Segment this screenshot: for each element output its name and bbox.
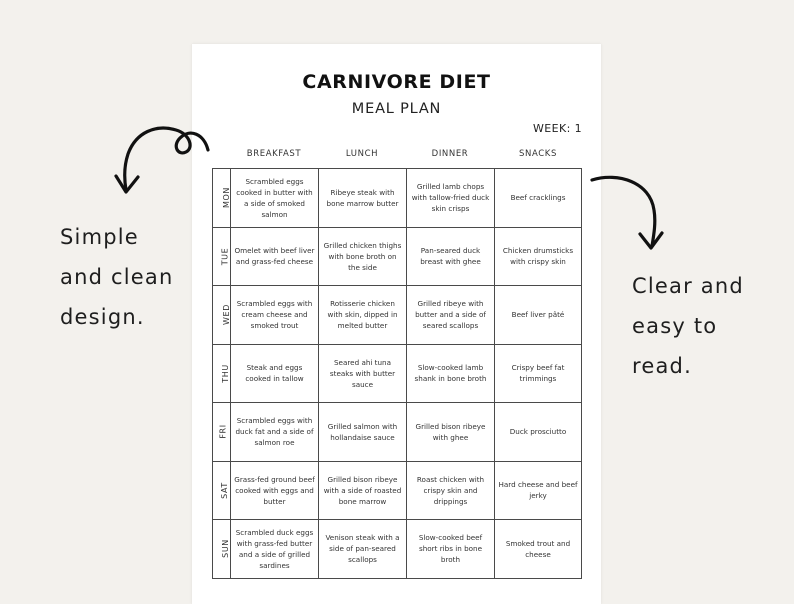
table-row-mon [213,169,582,228]
left-callout [60,217,173,337]
lunch-cell: Seared ahi tuna steaks with butter sauce [319,344,407,403]
meal-plan-sheet [192,44,601,604]
day-label: MON [221,187,231,209]
lunch-cell: Grilled salmon with hollandaise sauce [319,403,407,462]
snacks-cell: Crispy beef fat trimmings [495,344,582,403]
dinner-cell: Pan-seared duck breast with ghee [407,227,495,286]
breakfast-cell: Steak and eggs cooked in tallow [231,344,319,403]
table-row-sun [213,520,582,579]
table-row-fri [213,403,582,462]
day-label: THU [220,363,230,383]
day-cell [213,520,231,579]
curly-arrow-down-left-icon [108,120,216,204]
dinner-cell: Roast chicken with crispy skin and drippings [407,461,495,520]
left-callout-line: design. [60,305,145,329]
snacks-cell: Beef liver pâté [495,286,582,345]
lunch-cell: Rotisserie chicken with skin, dipped in melted butter [319,286,407,345]
lunch-cell: Grilled bison ribeye with a side of roasted bone marrow [319,461,407,520]
table-row-tue [213,227,582,286]
dinner-cell: Grilled ribeye with butter and a side of seared scallops [407,286,495,345]
snacks-cell: Hard cheese and beef jerky [495,461,582,520]
snacks-cell: Duck prosciutto [495,403,582,462]
dinner-cell: Slow-cooked lamb shank in bone broth [407,344,495,403]
breakfast-cell: Scrambled eggs with cream cheese and smoked trout [231,286,319,345]
day-cell [213,403,231,462]
breakfast-cell: Scrambled duck eggs with grass-fed butter and a side of grilled sardines [231,520,319,579]
day-label: FRI [218,424,228,439]
breakfast-cell: Grass-fed ground beef cooked with eggs and butter [231,461,319,520]
table-row-thu [213,344,582,403]
snacks-cell: Smoked trout and cheese [495,520,582,579]
day-cell [213,461,231,520]
lunch-cell: Grilled chicken thighs with bone broth on the side [319,227,407,286]
dinner-cell: Slow-cooked beef short ribs in bone broth [407,520,495,579]
breakfast-cell: Scrambled eggs cooked in butter with a side of smoked salmon [231,169,319,228]
plan-subtitle: MEAL PLAN [351,101,442,117]
day-cell [213,344,231,403]
dinner-cell: Grilled bison ribeye with ghee [407,403,495,462]
lunch-cell: Ribeye steak with bone marrow butter [319,169,407,228]
table-row-wed [213,286,582,345]
plan-title: CARNIVORE DIET [302,71,491,93]
dinner-cell: Grilled lamb chops with tallow-fried duck skin crisps [407,169,495,228]
week-label: WEEK: 1 [533,122,582,135]
right-callout-line: Clear and [632,274,744,298]
snacks-cell: Beef cracklings [495,169,582,228]
left-callout-line: and clean [60,265,174,289]
table-row-sat [213,461,582,520]
right-callout-line: read. [632,354,692,378]
day-label: SUN [220,539,230,559]
day-label: TUE [220,247,230,266]
curved-arrow-down-right-icon [588,170,672,256]
day-cell [213,227,231,286]
column-header-snacks: SNACKS [519,149,557,159]
right-callout-line: easy to [632,314,718,338]
day-label: SAT [219,481,229,499]
left-callout-line: Simple [60,225,139,249]
lunch-cell: Venison steak with a side of pan-seared scallops [319,520,407,579]
column-header-lunch: LUNCH [345,149,379,159]
day-cell [213,286,231,345]
day-label: WED [221,304,231,326]
breakfast-cell: Scrambled eggs with duck fat and a side of salmon roe [231,403,319,462]
column-header-dinner: DINNER [431,149,469,159]
right-callout [632,266,744,386]
column-header-breakfast: BREAKFAST [246,149,302,159]
meal-plan-table [212,168,582,579]
snacks-cell: Chicken drumsticks with crispy skin [495,227,582,286]
breakfast-cell: Omelet with beef liver and grass-fed cheese [231,227,319,286]
